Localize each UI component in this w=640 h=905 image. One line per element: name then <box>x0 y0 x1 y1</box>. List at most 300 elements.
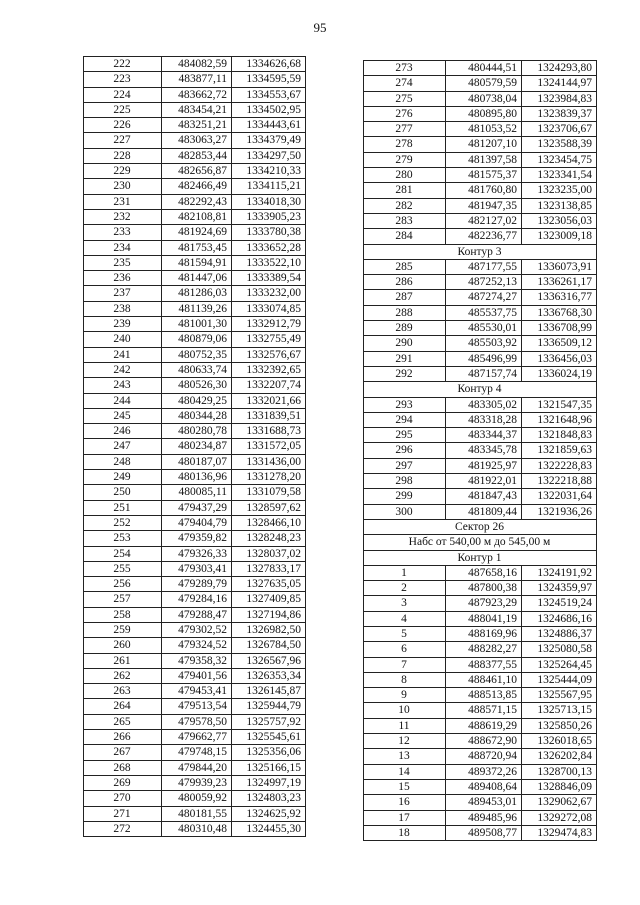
point-number: 285 <box>364 259 446 274</box>
section-heading: Контур 3 <box>364 244 597 259</box>
x-coordinate: 488513,85 <box>446 688 522 703</box>
point-number: 296 <box>364 443 446 458</box>
point-number: 13 <box>364 749 446 764</box>
x-coordinate: 481947,35 <box>446 198 522 213</box>
point-number: 271 <box>84 806 162 821</box>
coordinates-table-left <box>83 56 306 837</box>
y-coordinate: 1334018,30 <box>232 194 306 209</box>
y-coordinate: 1325567,95 <box>522 688 597 703</box>
x-coordinate: 480059,92 <box>162 791 232 806</box>
table-row <box>84 378 306 393</box>
point-number: 283 <box>364 213 446 228</box>
point-number: 248 <box>84 454 162 469</box>
y-coordinate: 1334502,95 <box>232 102 306 117</box>
x-coordinate: 484082,59 <box>162 57 232 72</box>
y-coordinate: 1334553,67 <box>232 87 306 102</box>
y-coordinate: 1336024,19 <box>522 366 597 381</box>
x-coordinate: 487923,29 <box>446 596 522 611</box>
x-coordinate: 480344,28 <box>162 408 232 423</box>
y-coordinate: 1336261,17 <box>522 275 597 290</box>
table-row <box>364 565 597 580</box>
x-coordinate: 488377,55 <box>446 657 522 672</box>
section-heading-row <box>364 244 597 259</box>
y-coordinate: 1329474,83 <box>522 825 597 840</box>
point-number: 17 <box>364 810 446 825</box>
x-coordinate: 488720,94 <box>446 749 522 764</box>
y-coordinate: 1328466,10 <box>232 515 306 530</box>
point-number: 240 <box>84 332 162 347</box>
x-coordinate: 479358,32 <box>162 653 232 668</box>
table-row <box>364 106 597 121</box>
y-coordinate: 1336509,12 <box>522 336 597 351</box>
x-coordinate: 480633,74 <box>162 362 232 377</box>
point-number: 281 <box>364 183 446 198</box>
point-number: 244 <box>84 393 162 408</box>
x-coordinate: 489453,01 <box>446 795 522 810</box>
x-coordinate: 487177,55 <box>446 259 522 274</box>
y-coordinate: 1321648,96 <box>522 412 597 427</box>
point-number: 12 <box>364 734 446 749</box>
x-coordinate: 481001,30 <box>162 317 232 332</box>
x-coordinate: 483344,37 <box>446 428 522 443</box>
y-coordinate: 1324803,23 <box>232 791 306 806</box>
y-coordinate: 1325264,45 <box>522 657 597 672</box>
x-coordinate: 488461,10 <box>446 672 522 687</box>
point-number: 7 <box>364 657 446 672</box>
table-row <box>84 607 306 622</box>
point-number: 236 <box>84 271 162 286</box>
point-number: 16 <box>364 795 446 810</box>
x-coordinate: 479303,41 <box>162 561 232 576</box>
y-coordinate: 1336073,91 <box>522 259 597 274</box>
table-row <box>84 515 306 530</box>
y-coordinate: 1325757,92 <box>232 714 306 729</box>
table-row <box>84 622 306 637</box>
point-number: 14 <box>364 764 446 779</box>
y-coordinate: 1321859,63 <box>522 443 597 458</box>
point-number: 231 <box>84 194 162 209</box>
y-coordinate: 1329272,08 <box>522 810 597 825</box>
point-number: 260 <box>84 638 162 653</box>
x-coordinate: 480429,25 <box>162 393 232 408</box>
point-number: 280 <box>364 168 446 183</box>
point-number: 289 <box>364 321 446 336</box>
table-row <box>84 638 306 653</box>
x-coordinate: 481847,43 <box>446 489 522 504</box>
table-row <box>364 198 597 213</box>
point-number: 229 <box>84 164 162 179</box>
table-row <box>84 332 306 347</box>
table-row <box>364 152 597 167</box>
x-coordinate: 479453,41 <box>162 684 232 699</box>
point-number: 258 <box>84 607 162 622</box>
y-coordinate: 1332912,79 <box>232 317 306 332</box>
point-number: 239 <box>84 317 162 332</box>
x-coordinate: 479288,47 <box>162 607 232 622</box>
y-coordinate: 1328037,02 <box>232 546 306 561</box>
point-number: 245 <box>84 408 162 423</box>
point-number: 295 <box>364 428 446 443</box>
x-coordinate: 482292,43 <box>162 194 232 209</box>
point-number: 254 <box>84 546 162 561</box>
y-coordinate: 1325080,58 <box>522 642 597 657</box>
table-row <box>364 366 597 381</box>
x-coordinate: 485503,92 <box>446 336 522 351</box>
table-row <box>364 397 597 412</box>
table-row <box>84 225 306 240</box>
table-row <box>364 412 597 427</box>
point-number: 293 <box>364 397 446 412</box>
x-coordinate: 481397,58 <box>446 152 522 167</box>
point-number: 266 <box>84 730 162 745</box>
point-number: 273 <box>364 61 446 76</box>
x-coordinate: 488619,29 <box>446 718 522 733</box>
y-coordinate: 1326982,50 <box>232 622 306 637</box>
y-coordinate: 1325356,06 <box>232 745 306 760</box>
y-coordinate: 1328597,62 <box>232 500 306 515</box>
point-number: 243 <box>84 378 162 393</box>
point-number: 250 <box>84 485 162 500</box>
y-coordinate: 1322228,83 <box>522 458 597 473</box>
x-coordinate: 479401,56 <box>162 668 232 683</box>
x-coordinate: 481753,45 <box>162 240 232 255</box>
y-coordinate: 1332207,74 <box>232 378 306 393</box>
x-coordinate: 487157,74 <box>446 366 522 381</box>
y-coordinate: 1326202,84 <box>522 749 597 764</box>
x-coordinate: 480895,80 <box>446 106 522 121</box>
table-row <box>364 489 597 504</box>
point-number: 237 <box>84 286 162 301</box>
point-number: 298 <box>364 474 446 489</box>
x-coordinate: 481053,52 <box>446 122 522 137</box>
point-number: 274 <box>364 76 446 91</box>
point-number: 230 <box>84 179 162 194</box>
table-row <box>84 592 306 607</box>
point-number: 288 <box>364 305 446 320</box>
table-row <box>364 351 597 366</box>
table-row <box>84 118 306 133</box>
y-coordinate: 1333652,28 <box>232 240 306 255</box>
table-row <box>84 730 306 745</box>
x-coordinate: 479326,33 <box>162 546 232 561</box>
y-coordinate: 1333232,00 <box>232 286 306 301</box>
point-number: 290 <box>364 336 446 351</box>
table-row <box>84 454 306 469</box>
table-row <box>364 321 597 336</box>
x-coordinate: 479284,16 <box>162 592 232 607</box>
table-row <box>364 703 597 718</box>
y-coordinate: 1328248,23 <box>232 531 306 546</box>
y-coordinate: 1334210,33 <box>232 164 306 179</box>
y-coordinate: 1325944,79 <box>232 699 306 714</box>
x-coordinate: 489408,64 <box>446 779 522 794</box>
y-coordinate: 1325166,15 <box>232 760 306 775</box>
x-coordinate: 481760,80 <box>446 183 522 198</box>
table-row <box>84 653 306 668</box>
y-coordinate: 1331278,20 <box>232 470 306 485</box>
table-row <box>364 213 597 228</box>
point-number: 268 <box>84 760 162 775</box>
y-coordinate: 1324886,37 <box>522 626 597 641</box>
y-coordinate: 1325850,26 <box>522 718 597 733</box>
x-coordinate: 481447,06 <box>162 271 232 286</box>
y-coordinate: 1327833,17 <box>232 561 306 576</box>
table-row <box>364 779 597 794</box>
point-number: 227 <box>84 133 162 148</box>
y-coordinate: 1324625,92 <box>232 806 306 821</box>
point-number: 270 <box>84 791 162 806</box>
x-coordinate: 481594,91 <box>162 255 232 270</box>
x-coordinate: 481575,37 <box>446 168 522 183</box>
table-row <box>364 810 597 825</box>
table-row <box>84 470 306 485</box>
x-coordinate: 481925,97 <box>446 458 522 473</box>
point-number: 267 <box>84 745 162 760</box>
x-coordinate: 487658,16 <box>446 565 522 580</box>
x-coordinate: 485537,75 <box>446 305 522 320</box>
point-number: 234 <box>84 240 162 255</box>
table-row <box>84 347 306 362</box>
table-row <box>364 122 597 137</box>
point-number: 282 <box>364 198 446 213</box>
table-row <box>364 336 597 351</box>
y-coordinate: 1333389,54 <box>232 271 306 286</box>
point-number: 4 <box>364 611 446 626</box>
point-number: 226 <box>84 118 162 133</box>
point-number: 5 <box>364 626 446 641</box>
x-coordinate: 480181,55 <box>162 806 232 821</box>
x-coordinate: 480136,96 <box>162 470 232 485</box>
table-row <box>364 749 597 764</box>
table-row <box>364 642 597 657</box>
x-coordinate: 483877,11 <box>162 72 232 87</box>
table-row <box>364 825 597 840</box>
x-coordinate: 482466,49 <box>162 179 232 194</box>
y-coordinate: 1334626,68 <box>232 57 306 72</box>
table-row <box>84 821 306 836</box>
point-number: 224 <box>84 87 162 102</box>
y-coordinate: 1323984,83 <box>522 91 597 106</box>
point-number: 242 <box>84 362 162 377</box>
table-row <box>84 317 306 332</box>
table-row <box>364 795 597 810</box>
y-coordinate: 1321848,83 <box>522 428 597 443</box>
x-coordinate: 480234,87 <box>162 439 232 454</box>
x-coordinate: 482236,77 <box>446 229 522 244</box>
point-number: 241 <box>84 347 162 362</box>
table-row <box>364 76 597 91</box>
x-coordinate: 479404,79 <box>162 515 232 530</box>
y-coordinate: 1323009,18 <box>522 229 597 244</box>
section-heading: Сектор 26 <box>364 519 597 534</box>
table-row <box>364 688 597 703</box>
y-coordinate: 1327635,05 <box>232 577 306 592</box>
y-coordinate: 1333522,10 <box>232 255 306 270</box>
x-coordinate: 481922,01 <box>446 474 522 489</box>
y-coordinate: 1336316,77 <box>522 290 597 305</box>
point-number: 18 <box>364 825 446 840</box>
table-row <box>364 764 597 779</box>
table-row <box>84 148 306 163</box>
point-number: 251 <box>84 500 162 515</box>
point-number: 261 <box>84 653 162 668</box>
y-coordinate: 1326784,50 <box>232 638 306 653</box>
table-row <box>84 362 306 377</box>
table-row <box>84 531 306 546</box>
coordinates-table-right <box>363 60 597 841</box>
table-row <box>84 393 306 408</box>
x-coordinate: 489508,77 <box>446 825 522 840</box>
point-number: 272 <box>84 821 162 836</box>
table-row <box>84 255 306 270</box>
table-row <box>84 301 306 316</box>
table-row <box>84 791 306 806</box>
y-coordinate: 1324686,16 <box>522 611 597 626</box>
table-row <box>84 714 306 729</box>
y-coordinate: 1324359,97 <box>522 581 597 596</box>
table-row <box>84 179 306 194</box>
table-row <box>364 734 597 749</box>
y-coordinate: 1324191,92 <box>522 565 597 580</box>
table-row <box>84 194 306 209</box>
x-coordinate: 479302,52 <box>162 622 232 637</box>
point-number: 264 <box>84 699 162 714</box>
point-number: 228 <box>84 148 162 163</box>
point-number: 246 <box>84 424 162 439</box>
y-coordinate: 1324997,19 <box>232 775 306 790</box>
point-number: 225 <box>84 102 162 117</box>
point-number: 269 <box>84 775 162 790</box>
table-row <box>364 581 597 596</box>
y-coordinate: 1336708,99 <box>522 321 597 336</box>
y-coordinate: 1331079,58 <box>232 485 306 500</box>
table-row <box>364 259 597 274</box>
x-coordinate: 483454,21 <box>162 102 232 117</box>
table-row <box>84 500 306 515</box>
table-row <box>84 164 306 179</box>
x-coordinate: 489372,26 <box>446 764 522 779</box>
point-number: 8 <box>364 672 446 687</box>
x-coordinate: 480752,35 <box>162 347 232 362</box>
table-row <box>84 577 306 592</box>
table-row <box>364 61 597 76</box>
point-number: 235 <box>84 255 162 270</box>
point-number: 253 <box>84 531 162 546</box>
point-number: 9 <box>364 688 446 703</box>
x-coordinate: 482127,02 <box>446 213 522 228</box>
table-row <box>84 439 306 454</box>
table-row <box>364 91 597 106</box>
x-coordinate: 480187,07 <box>162 454 232 469</box>
table-row <box>364 305 597 320</box>
y-coordinate: 1323839,37 <box>522 106 597 121</box>
y-coordinate: 1333074,85 <box>232 301 306 316</box>
y-coordinate: 1326018,65 <box>522 734 597 749</box>
y-coordinate: 1331572,05 <box>232 439 306 454</box>
table-row <box>84 668 306 683</box>
y-coordinate: 1326567,96 <box>232 653 306 668</box>
table-row <box>84 760 306 775</box>
x-coordinate: 480526,30 <box>162 378 232 393</box>
x-coordinate: 480444,51 <box>446 61 522 76</box>
table-row <box>84 806 306 821</box>
point-number: 232 <box>84 209 162 224</box>
x-coordinate: 487800,38 <box>446 581 522 596</box>
y-coordinate: 1324293,80 <box>522 61 597 76</box>
point-number: 299 <box>364 489 446 504</box>
table-row <box>364 443 597 458</box>
table-row <box>364 229 597 244</box>
x-coordinate: 479513,54 <box>162 699 232 714</box>
x-coordinate: 488169,96 <box>446 626 522 641</box>
table-row <box>364 290 597 305</box>
point-number: 6 <box>364 642 446 657</box>
x-coordinate: 480738,04 <box>446 91 522 106</box>
point-number: 256 <box>84 577 162 592</box>
point-number: 247 <box>84 439 162 454</box>
x-coordinate: 488041,19 <box>446 611 522 626</box>
point-number: 278 <box>364 137 446 152</box>
y-coordinate: 1324519,24 <box>522 596 597 611</box>
x-coordinate: 481809,44 <box>446 504 522 519</box>
y-coordinate: 1333780,38 <box>232 225 306 240</box>
table-row <box>84 57 306 72</box>
x-coordinate: 487274,27 <box>446 290 522 305</box>
table-row <box>364 275 597 290</box>
point-number: 279 <box>364 152 446 167</box>
table-row <box>84 240 306 255</box>
table-row <box>84 424 306 439</box>
table-row <box>364 504 597 519</box>
table-row <box>84 271 306 286</box>
y-coordinate: 1325444,09 <box>522 672 597 687</box>
y-coordinate: 1334379,49 <box>232 133 306 148</box>
table-row <box>364 626 597 641</box>
point-number: 284 <box>364 229 446 244</box>
y-coordinate: 1327194,86 <box>232 607 306 622</box>
x-coordinate: 480579,59 <box>446 76 522 91</box>
section-heading: Контур 4 <box>364 382 597 397</box>
page-number: 95 <box>313 20 327 35</box>
x-coordinate: 481139,26 <box>162 301 232 316</box>
y-coordinate: 1328846,09 <box>522 779 597 794</box>
point-number: 259 <box>84 622 162 637</box>
x-coordinate: 479939,23 <box>162 775 232 790</box>
y-coordinate: 1323138,85 <box>522 198 597 213</box>
table-row <box>84 72 306 87</box>
table-row <box>84 699 306 714</box>
y-coordinate: 1336768,30 <box>522 305 597 320</box>
point-number: 3 <box>364 596 446 611</box>
x-coordinate: 479662,77 <box>162 730 232 745</box>
point-number: 265 <box>84 714 162 729</box>
y-coordinate: 1332021,66 <box>232 393 306 408</box>
x-coordinate: 479437,29 <box>162 500 232 515</box>
y-coordinate: 1324455,30 <box>232 821 306 836</box>
table-row <box>364 137 597 152</box>
x-coordinate: 480310,48 <box>162 821 232 836</box>
table-row <box>364 183 597 198</box>
x-coordinate: 480879,06 <box>162 332 232 347</box>
table-row <box>364 596 597 611</box>
x-coordinate: 481286,03 <box>162 286 232 301</box>
y-coordinate: 1333905,23 <box>232 209 306 224</box>
x-coordinate: 489485,96 <box>446 810 522 825</box>
table-row <box>364 458 597 473</box>
point-number: 276 <box>364 106 446 121</box>
table-row <box>84 745 306 760</box>
y-coordinate: 1326145,87 <box>232 684 306 699</box>
